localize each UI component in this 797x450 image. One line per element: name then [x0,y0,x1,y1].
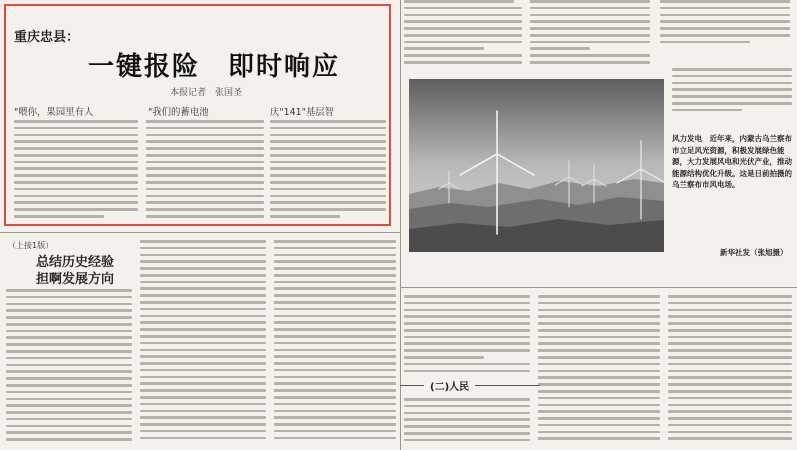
article-snippet-2: "我们的蓄电池 [148,107,209,118]
lower-subhead-1: 总结历史经验 [36,255,115,270]
article-body-col-1 [14,120,138,222]
right-col-text [672,68,792,115]
vertical-rule [400,0,401,450]
top-right-text-c [660,0,790,47]
article-snippet-3: 庆"141"基层智 [270,107,335,118]
top-right-text-a [404,0,522,68]
lower-right-col-1 [404,295,530,376]
lower-right-col-3 [668,295,792,444]
photo-bottom-rule [400,287,797,288]
article-byline: 本报记者 张国圣 [170,88,243,98]
photo-caption: 风力发电 近年来，内蒙古乌兰察布市立足风光资源，积极发展绿色能源，大力发展风电和光伏产业，推动能源结构优化升级。这是日前拍摄的乌兰察布市风电场。 [672,134,792,189]
article-kicker: 重庆忠县： [14,30,80,45]
lower-right-col-1b [404,398,530,445]
horizontal-rule [0,232,400,233]
lower-col-1 [6,289,132,445]
wind-turbine-photo [409,79,664,252]
lower-col-2 [140,240,266,443]
photo-credit: 新华社发（张旭摄） [720,248,788,257]
article-snippet-1: "喂你，果园里有人 [14,107,94,118]
continuation-tag: （上接1版） [8,241,54,250]
lower-subhead-2: 担啊发展方向 [36,272,115,287]
article-body-col-3 [270,120,386,222]
top-right-text-b [530,0,650,68]
section-2-heading: (二)人民 [424,378,475,393]
article-headline: 一键报险 即时响应 [88,52,341,82]
lower-col-3 [274,240,396,443]
lower-right-col-2 [538,295,660,444]
article-body-col-2 [146,120,264,222]
